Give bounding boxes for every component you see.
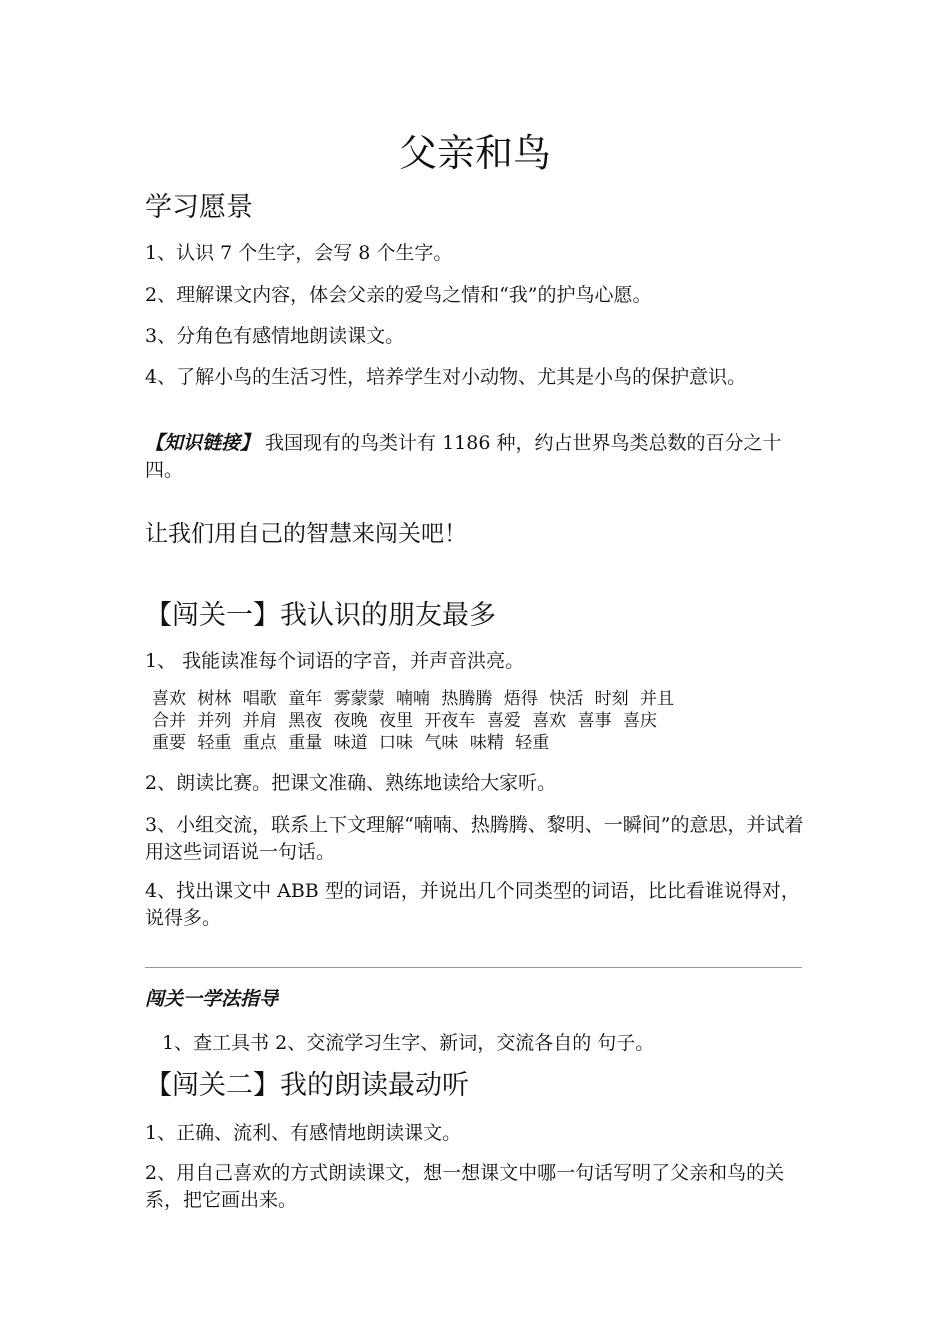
level1-item-2: 2、朗读比赛。把课文准确、熟练地读给大家听。 (145, 772, 557, 794)
section-divider (145, 967, 802, 968)
word-row-1: 喜欢 树林 唱歌 童年 雾蒙蒙 喃喃 热腾腾 焐得 快活 时刻 并且 (152, 689, 675, 709)
level1-item-1: 1、 我能读准每个词语的字音，并声音洪亮。 (145, 650, 525, 672)
knowledge-link (145, 430, 810, 484)
level2-item-1: 1、正确、流利、有感情地朗读课文。 (145, 1122, 462, 1144)
learning-vision-heading: 学习愿景 (145, 192, 253, 223)
document-title: 父亲和鸟 (398, 131, 551, 175)
level1-item-4: 4、找出课文中 ABB 型的词语，并说出几个同类型的词语，比比看谁说得对，说得多。 (145, 880, 800, 929)
vision-item-2: 2、理解课文内容，体会父亲的爱鸟之情和“我”的护鸟心愿。 (145, 284, 652, 306)
level1-item-3: 3、小组交流，联系上下文理解“喃喃、热腾腾、黎明、一瞬间”的意思，并试着用这些词语说一句话。 (145, 814, 804, 863)
call-to-action: 让我们用自己的智慧来闯关吧！ (145, 521, 467, 547)
guide-text: 1、查工具书 2、交流学习生字、新词，交流各自的 句子。 (162, 1032, 655, 1054)
knowledge-link-label: 【知识链接】 (145, 432, 260, 454)
level2-heading: 【闯关二】我的朗读最动听 (145, 1070, 469, 1101)
vision-item-3: 3、分角色有感情地朗读课文。 (145, 325, 405, 347)
vision-item-4: 4、了解小鸟的生活习性，培养学生对小动物、尤其是小鸟的保护意识。 (145, 366, 747, 388)
level2-item-2: 2、用自己喜欢的方式朗读课文，想一想课文中哪一句话写明了父亲和鸟的关系，把它画出来。 (145, 1162, 785, 1211)
level1-heading: 【闯关一】我认识的朋友最多 (145, 600, 496, 631)
guide-heading: 闯关一学法指导 (145, 988, 279, 1010)
vision-item-1: 1、认识 7 个生字，会写 8 个生字。 (145, 242, 453, 264)
knowledge-link-text: 我国现有的鸟类计有 1186 种，约占世界鸟类总数的百分之十四。 (145, 432, 782, 481)
word-row-3: 重要 轻重 重点 重量 味道 口味 气味 味精 轻重 (152, 733, 550, 753)
word-row-2: 合并 并列 并肩 黑夜 夜晚 夜里 开夜车 喜爱 喜欢 喜事 喜庆 (152, 711, 658, 731)
